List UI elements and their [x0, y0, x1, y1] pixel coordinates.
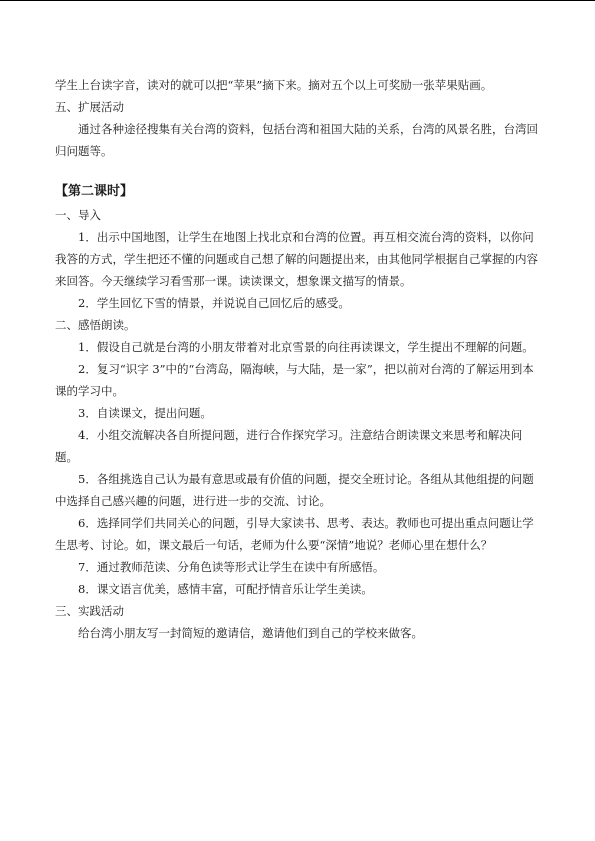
- paragraph: 给台湾小朋友写一封简短的邀请信，邀请他们到自己的学校来做客。: [78, 626, 423, 640]
- section-heading: 一、导入: [55, 208, 101, 222]
- list-item: 2．学生回忆下雪的情景，并说说自己回忆后的感受。: [78, 296, 350, 310]
- lesson-title: 【第二课时】: [55, 184, 134, 199]
- header-rule: [0, 0, 595, 1]
- list-item: 4．小组交流解决各自所提问题，进行合作探究学习。注意结合朗读课文来思考和解决问题。: [55, 428, 523, 464]
- list-item: 6．选择同学们共同关心的问题，引导大家读书、思考、表达。教师也可提出重点问题让学生思考、讨论。如，课文最后一句话，老师为什么要“深情”地说？老师心里在想什么？: [55, 516, 534, 552]
- section-heading: 五、扩展活动: [55, 100, 124, 114]
- document-body: [55, 74, 540, 644]
- list-item: 5．各组挑选自己认为最有意思或最有价值的问题，提交全班讨论。各组从其他组提的问题中选择自己感兴趣的问题，进行进一步的交流、讨论。: [55, 472, 534, 508]
- list-item: 1．假设自己就是台湾的小朋友带着对北京雪景的向往再读课文，学生提出不理解的问题。: [78, 340, 534, 354]
- list-item: 1．出示中国地图，让学生在地图上找北京和台湾的位置。再互相交流台湾的资料，以你问我答的方式，学生把还不懂的问题或自己想了解的问题提出来，由其他同学根据自己掌握的内容来回答。今天继续学习看雪那一课。读读课文，想象课文描写的情景。: [55, 230, 538, 288]
- list-item: 3．自读课文，提出问题。: [78, 406, 212, 420]
- list-item: 8．课文语言优美，感情丰富，可配抒情音乐让学生美读。: [78, 582, 373, 596]
- list-item: 2．复习“识字 3”中的“台湾岛，隔海峡，与大陆，是一家”，把以前对台湾的了解运用到本课的学习中。: [55, 362, 534, 398]
- section-heading: 三、实践活动: [55, 604, 124, 618]
- list-item: 7．通过教师范读、分角色读等形式让学生在读中有所感悟。: [78, 560, 385, 574]
- paragraph: 通过各种途径搜集有关台湾的资料，包括台湾和祖国大陆的关系，台湾的风景名胜，台湾回归问题等。: [55, 122, 538, 158]
- paragraph: 学生上台读字音，读对的就可以把“苹果”摘下来。摘对五个以上可奖励一张苹果贴画。: [55, 78, 493, 92]
- section-heading: 二、感悟朗读。: [55, 318, 136, 332]
